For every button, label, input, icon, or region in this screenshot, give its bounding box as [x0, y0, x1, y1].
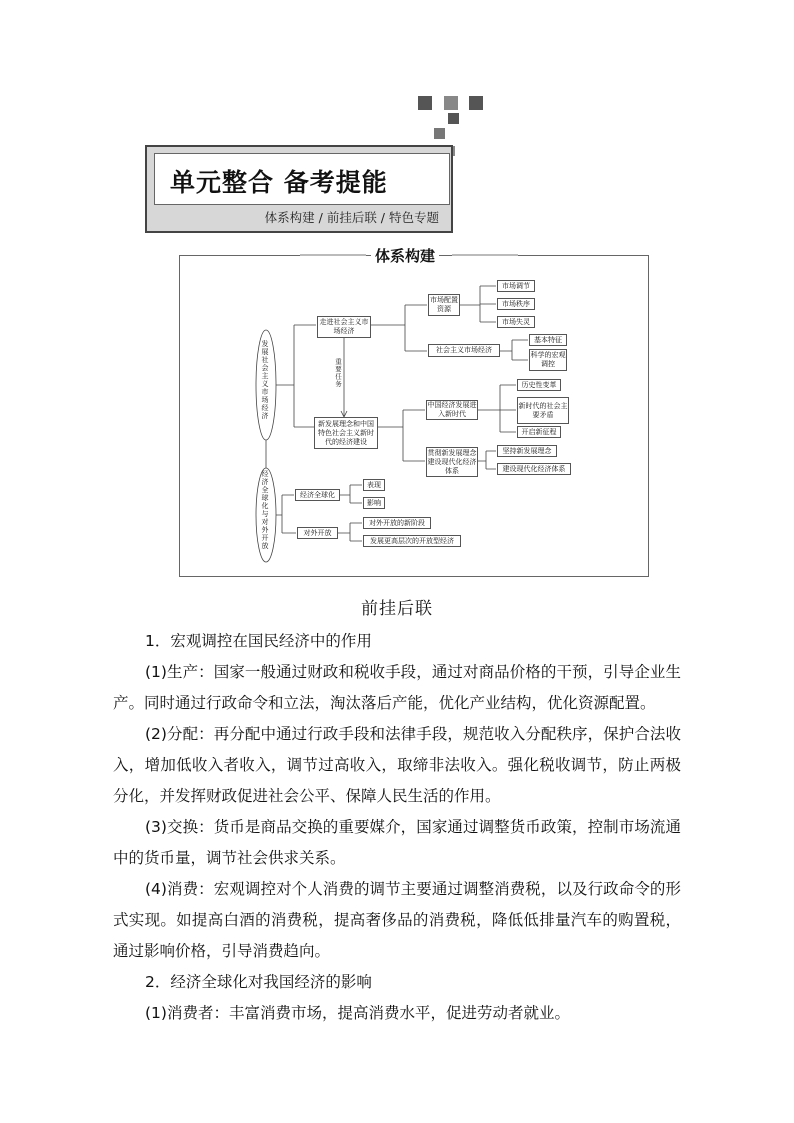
root1-label: 发展社会主义市场经济 — [261, 340, 269, 420]
section-title: 前挂后联 — [361, 599, 433, 619]
paragraph-consumer: (1)消费者：丰富消费市场，提高消费水平，促进劳动者就业。 — [145, 1004, 570, 1022]
node-b4-item: 发展更高层次的开放型经济 — [363, 535, 461, 547]
node-b1-2-item: 基本特征 — [529, 334, 567, 346]
node-b4: 对外开放 — [297, 527, 338, 539]
heading-2: 2．经济全球化对我国经济的影响 — [145, 973, 372, 991]
node-b3: 经济全球化 — [295, 489, 340, 501]
node-b1: 走进社会主义市场经济 — [317, 316, 371, 338]
node-b4-item: 对外开放的新阶段 — [363, 517, 431, 529]
node-b3-item: 影响 — [363, 497, 385, 509]
paragraph-exchange: (3)交换：货币是商品交换的重要媒介，国家通过调整货币政策，控制市场流通中的货币量，调节社会供求关系。 — [113, 818, 681, 867]
node-b2-2: 贯彻新发展理念建设现代化经济体系 — [426, 447, 478, 477]
node-b3-item: 表现 — [363, 479, 385, 491]
heading-1: 1．宏观调控在国民经济中的作用 — [145, 632, 372, 650]
node-b1-2: 社会主义市场经济 — [428, 344, 500, 357]
node-b2-1-item: 历史性变革 — [517, 379, 561, 391]
banner-title: 单元整合 备考提能 — [170, 168, 388, 197]
paragraph-distribution: (2)分配：再分配中通过行政手段和法律手段，规范收入分配秩序，保护合法收入，增加低收入者收入，调节过高收入，取缔非法收入。强化税收调节，防止两极分化，并发挥财政促进社会公平、保障人民生活的作用。 — [113, 725, 681, 805]
link-label: 重要任务 — [334, 358, 342, 388]
concept-map-title: 体系构建 — [371, 245, 439, 266]
banner-subtitle: 体系构建 / 前挂后联 / 特色专题 — [264, 210, 439, 225]
node-b1-1-item: 市场失灵 — [497, 316, 535, 328]
node-b1-2-item: 科学的宏观调控 — [529, 349, 567, 371]
node-b2: 新发展理念和中国特色社会主义新时代的经济建设 — [314, 417, 378, 449]
node-b1-1: 市场配置资源 — [428, 294, 460, 316]
node-b2-1: 中国经济发展进入新时代 — [427, 401, 477, 418]
node-b2-2-item: 坚持新发展理念 — [497, 445, 557, 457]
node-b2-1-item: 开启新征程 — [517, 426, 561, 438]
node-b1-1-item: 市场调节 — [497, 280, 535, 292]
root2-label: 经济全球化与对外开放 — [261, 470, 269, 550]
paragraph-consumption: (4)消费：宏观调控对个人消费的调节主要通过调整消费税，以及行政命令的形式实现。如提高白酒的消费税，提高奢侈品的消费税，降低低排量汽车的购置税，通过影响价格，引导消费趋向。 — [113, 880, 681, 960]
paragraph-production: (1)生产：国家一般通过财政和税收手段，通过对商品价格的干预，引导企业生产。同时通过行政命令和立法，淘汰落后产能，优化产业结构，优化资源配置。 — [113, 663, 681, 712]
node-b2-2-item: 建设现代化经济体系 — [497, 463, 571, 475]
node-b2-1-item: 新时代的社会主要矛盾 — [517, 397, 569, 424]
node-b1-1-item: 市场秩序 — [497, 298, 535, 310]
